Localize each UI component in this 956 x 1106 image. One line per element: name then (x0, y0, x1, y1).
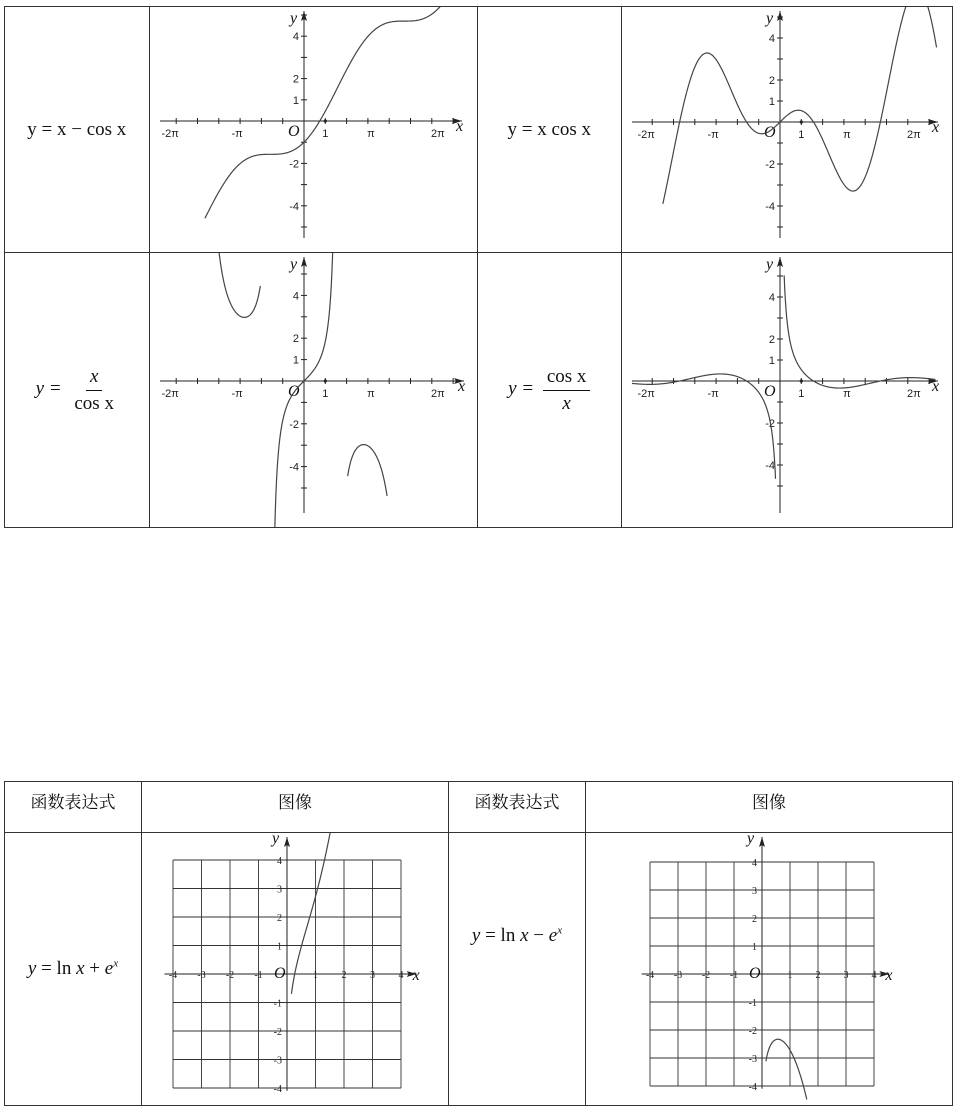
x-tick-label: -2 (701, 970, 711, 981)
x-tick-label: π (366, 388, 375, 400)
x-tick-label: π (366, 128, 375, 140)
x-tick-label: -4 (645, 970, 655, 981)
origin-label: O (274, 965, 286, 982)
function-curve (205, 7, 441, 218)
origin-label: O (763, 383, 776, 400)
function-curve (663, 7, 940, 204)
x-tick-label: 1 (321, 388, 328, 400)
y-axis-label: y (272, 833, 280, 847)
y-tick-label: 1 (768, 355, 775, 367)
formula-x-cosx: y = x cos x (507, 118, 592, 140)
y-tick-label: -3 (273, 1055, 282, 1067)
x-tick-label: 1 (787, 970, 793, 981)
y-tick-label: 4 (292, 290, 299, 303)
x-tick-label: 2 (815, 970, 821, 981)
y-tick-label: -2 (748, 1026, 757, 1037)
y-tick-label: 1 (768, 96, 775, 108)
graph-lnx-minus-ex (586, 833, 952, 1105)
y-tick-label: 1 (292, 354, 299, 367)
function-curve (215, 253, 260, 317)
x-tick-label: 2 (341, 970, 347, 981)
x-tick-label: -1 (729, 970, 739, 981)
y-axis-label: y (289, 256, 297, 273)
header-expression: 函数表达式 (5, 782, 142, 833)
y-tick-label: 4 (768, 33, 775, 45)
graph-cell (621, 253, 952, 528)
graph-cell (621, 7, 952, 253)
y-tick-label: 1 (752, 942, 757, 953)
y-tick-label: -2 (273, 1027, 282, 1038)
x-tick-label: 3 (370, 970, 375, 981)
x-axis-label: x (931, 378, 940, 395)
formula-cell (449, 833, 586, 1106)
x-tick-dot (800, 120, 803, 123)
function-curve (347, 445, 386, 496)
graph-lnx-plus-ex (142, 833, 448, 1105)
functions-table-2 (4, 781, 953, 1106)
y-tick-label: -3 (748, 1054, 757, 1065)
x-tick-label: 2π (430, 128, 445, 140)
header-expression: 函数表达式 (449, 782, 586, 833)
function-curve (784, 275, 935, 388)
x-tick-label: 2π (906, 388, 921, 400)
function-curve (291, 833, 332, 994)
origin-label: O (749, 965, 761, 982)
formula-cell (5, 7, 150, 253)
function-curve (766, 1039, 807, 1099)
y-tick-label: -4 (288, 200, 299, 213)
x-tick-label: -π (231, 388, 243, 400)
y-tick-label: 2 (277, 913, 282, 924)
x-tick-label: 3 (843, 970, 849, 981)
x-axis-label: x (455, 118, 463, 135)
formula-cell (477, 7, 621, 253)
y-tick-label: -1 (273, 998, 282, 1010)
functions-table-1 (4, 6, 953, 528)
formula-lnx-plus-ex: $y = \ln x + e^x$ (27, 957, 119, 980)
graph-cell (149, 253, 477, 528)
y-tick-label: 2 (752, 914, 757, 925)
x-tick-label: 1 (798, 129, 805, 141)
x-tick-label: 1 (321, 128, 328, 140)
y-tick-label: 2 (768, 75, 775, 87)
y-tick-label: -4 (748, 1082, 757, 1093)
x-tick-label: -π (231, 128, 243, 140)
x-tick-label: -2π (161, 128, 179, 140)
y-tick-label: -2 (765, 418, 775, 430)
x-tick-label: 4 (871, 970, 877, 981)
x-tick-label: -π (707, 129, 719, 141)
x-tick-label: -π (707, 388, 719, 400)
y-axis-label: y (765, 10, 774, 27)
x-tick-dot (800, 379, 803, 382)
x-tick-label: 1 (313, 970, 318, 981)
x-tick-dot (323, 119, 326, 122)
graph-cell (142, 833, 449, 1106)
y-tick-label: -2 (765, 159, 775, 171)
formula-lnx-minus-ex: $y = \ln x - e^x$ (471, 925, 563, 947)
x-tick-label: 1 (798, 388, 805, 400)
fraction: $\frac{\text{cos x}}{x}$ (543, 366, 591, 415)
graph-cell (586, 833, 953, 1106)
x-axis-label: x (412, 967, 420, 984)
formula-cell (5, 833, 142, 1106)
y-tick-label: 4 (292, 31, 299, 44)
x-tick-label: -4 (168, 970, 178, 981)
formula-cosx-over-x: y = $\frac{\text{cos x}}{x}$ (508, 378, 590, 399)
header-graph: 图像 (142, 782, 449, 833)
x-tick-label: π (843, 388, 851, 400)
y-tick-label: 3 (277, 884, 282, 896)
y-axis-label: y (747, 833, 755, 847)
graph-x-minus-cosx (150, 7, 477, 252)
x-tick-label: -2π (637, 129, 655, 141)
y-tick-label: -4 (288, 461, 299, 474)
y-tick-label: 3 (752, 886, 757, 897)
y-tick-label: -4 (765, 460, 775, 472)
y-tick-label: 2 (768, 334, 775, 346)
formula-cell (5, 253, 150, 528)
y-tick-label: 2 (292, 73, 299, 86)
graph-cell (149, 7, 477, 253)
graph-cosx-over-x (622, 253, 952, 527)
y-tick-label: 4 (752, 858, 757, 869)
fraction: $\frac{x}{\text{cos x}}$ (74, 365, 114, 414)
graph-x-cosx (622, 7, 952, 252)
y-tick-label: -2 (288, 158, 299, 171)
x-tick-label: -1 (254, 970, 263, 981)
x-axis-label: x (931, 119, 940, 136)
origin-label: O (287, 383, 300, 400)
x-axis-label: x (457, 378, 465, 395)
y-tick-label: 4 (277, 856, 282, 867)
y-axis-label: y (765, 256, 774, 273)
formula-cell (477, 253, 621, 528)
y-axis-label: y (289, 10, 297, 27)
x-tick-label: -2 (225, 970, 235, 981)
origin-label: O (287, 123, 300, 140)
y-tick-label: -4 (765, 201, 775, 213)
graph-x-over-cosx (150, 253, 477, 527)
x-tick-label: 4 (398, 970, 404, 981)
x-tick-label: 2π (430, 388, 445, 400)
formula-x-over-cosx: y = $\frac{x}{\text{cos x}}$ (36, 378, 118, 399)
y-tick-label: 4 (768, 292, 775, 304)
y-tick-label: 1 (277, 941, 282, 953)
x-tick-label: π (843, 129, 851, 141)
x-tick-dot (323, 379, 326, 382)
x-tick-label: -2π (161, 388, 179, 400)
origin-label: O (763, 124, 776, 141)
y-tick-label: -4 (273, 1084, 282, 1095)
x-tick-label: -3 (673, 970, 683, 981)
x-tick-label: -3 (197, 970, 206, 981)
y-tick-label: -2 (288, 418, 299, 431)
x-tick-label: -2π (637, 388, 655, 400)
header-graph: 图像 (586, 782, 953, 833)
x-tick-label: 2π (906, 129, 921, 141)
formula-x-minus-cosx: y = x − cos x (27, 118, 127, 140)
y-tick-label: 2 (292, 333, 299, 346)
y-tick-label: 1 (292, 94, 299, 107)
y-tick-label: -1 (748, 998, 757, 1009)
x-axis-label: x (885, 967, 893, 984)
